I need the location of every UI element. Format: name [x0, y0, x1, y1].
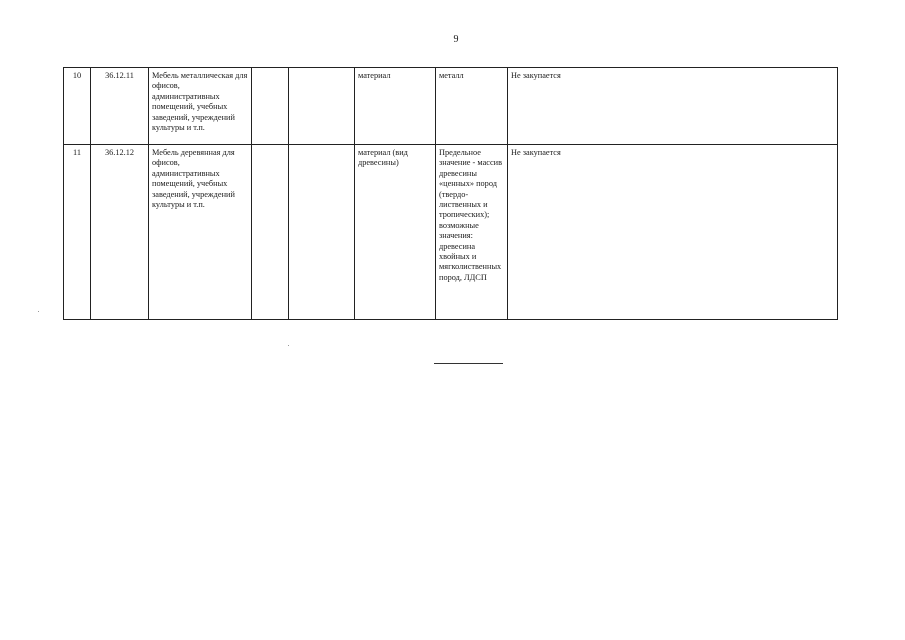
requirements-table [63, 67, 838, 320]
note-cell: Не закупается [508, 68, 838, 145]
characteristic-cell: материал (вид древесины) [355, 145, 436, 320]
closing-rule [434, 363, 503, 364]
scan-speck [38, 311, 39, 312]
empty-cell [289, 68, 355, 145]
value-cell: Предельное значение - массив древесины «ценных» пород (твердо-лиственных и тропических); возможные значения: древесина хвойных и мягколиственных пород, ЛДСП [436, 145, 508, 320]
empty-cell [252, 68, 289, 145]
value-cell: металл [436, 68, 508, 145]
row-number-cell: 11 [64, 145, 91, 320]
okpd-code-cell: 36.12.12 [91, 145, 149, 320]
page-number: 9 [453, 34, 459, 45]
note-cell: Не закупается [508, 145, 838, 320]
item-name-cell: Мебель деревянная для офисов, административных помещений, учебных заведений, учреждений культуры и т.п. [149, 145, 252, 320]
scan-speck [288, 345, 289, 346]
empty-cell [289, 145, 355, 320]
characteristic-cell: материал [355, 68, 436, 145]
okpd-code-cell: 36.12.11 [91, 68, 149, 145]
table-row [64, 68, 838, 145]
table-row [64, 145, 838, 320]
empty-cell [252, 145, 289, 320]
row-number-cell: 10 [64, 68, 91, 145]
item-name-cell: Мебель металлическая для офисов, административных помещений, учебных заведений, учреждений культуры и т.п. [149, 68, 252, 145]
